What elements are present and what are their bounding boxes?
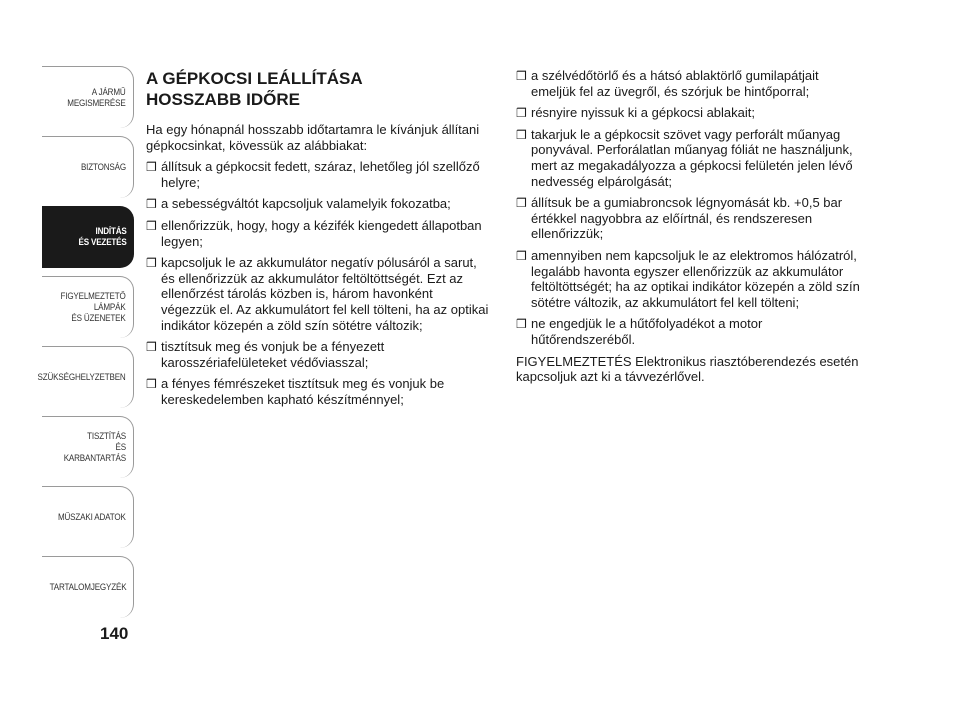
- section-title: A GÉPKOCSI LEÁLLÍTÁSA HOSSZABB IDŐRE: [146, 69, 363, 109]
- checkbox-icon: ❒: [146, 256, 157, 271]
- checkbox-icon: ❒: [516, 127, 527, 142]
- intro-paragraph: Ha egy hónapnál hosszabb időtartamra le kívánjuk állítani gépkocsinkat, kövessük az alábbiakat:: [146, 122, 480, 153]
- tab-vehicle-overview[interactable]: [42, 66, 134, 128]
- checkbox-icon: ❒: [516, 106, 527, 121]
- tab-label: TISZTÍTÁS ÉS KARBANTARTÁS: [63, 431, 126, 464]
- warning-note: FIGYELMEZTETÉS Elektronikus riasztóberendezés esetén kapcsoljuk azt ki a távvezérlővel.: [516, 353, 859, 385]
- list-item: [146, 218, 491, 249]
- checkbox-icon: ❒: [146, 340, 157, 355]
- checkbox-icon: ❒: [146, 160, 157, 175]
- tab-warning-lights[interactable]: [42, 276, 134, 338]
- list-item: [146, 196, 491, 212]
- list-item-text: amennyiben nem kapcsoljuk le az elektromos hálózatról, legalább havonta egyszer ellenőrizzük az akkumulátor feltöltöttségét; ha az optikai indikátor közepén a zöld szín sötétre változik, az akkumulátort fel kell tölteni;: [531, 247, 860, 310]
- list-item-text: állítsuk be a gumiabroncsok légnyomását kb. +0,5 bar értékkel nagyobbra az előírtnál, és rendszeresen ellenőrizzük;: [531, 195, 843, 242]
- tab-safety[interactable]: [42, 136, 134, 198]
- checkbox-icon: ❒: [146, 377, 157, 392]
- list-item-text: ne engedjük le a hűtőfolyadékot a motor hűtőrendszeréből.: [531, 316, 763, 347]
- tab-label: INDÍTÁS ÉS VEZETÉS: [78, 226, 127, 248]
- tab-label: MŰSZAKI ADATOK: [58, 512, 126, 523]
- tab-label: SZÜKSÉGHELYZETBEN: [37, 372, 126, 383]
- checkbox-icon: ❒: [146, 218, 157, 233]
- checkbox-icon: ❒: [516, 196, 527, 211]
- tab-maintenance[interactable]: [42, 416, 134, 478]
- list-item: [516, 316, 861, 347]
- tab-label: A JÁRMŰ MEGISMERÉSE: [67, 86, 126, 109]
- tab-emergency[interactable]: [37, 346, 134, 408]
- tab-label: BIZTONSÁG: [81, 162, 126, 173]
- chapter-sidebar: [37, 66, 134, 626]
- list-item-text: kapcsoljuk le az akkumulátor negatív pólusáról a sarut, és ellenőrizzük az akkumulátor feltöltöttségét. Ezt az ellenőrzést tárolás közben is, három havonként végezzük el. Az akkumulátort fel kell tölteni, ha az optikai indikátor közepén a zöld szín sötétre változik;: [161, 255, 489, 333]
- list-item-text: takarjuk le a gépkocsit szövet vagy perforált műanyag ponyvával. Perforálatlan műanyag fóliát ne használjunk, mert az megakadályozza a gépkocsi felületén jelen lévő nedvesség elpárolgását;: [531, 126, 853, 189]
- list-item: [516, 105, 861, 121]
- checkbox-icon: ❒: [146, 197, 157, 212]
- list-item-text: tisztítsuk meg és vonjuk be a fényezett karosszériafelületeket védőviasszal;: [161, 339, 385, 370]
- tab-technical-data[interactable]: [42, 486, 134, 548]
- list-item-text: a fényes fémrészeket tisztítsuk meg és vonjuk be kereskedelemben kapható készítménnyel;: [161, 376, 445, 407]
- list-item-text: a szélvédőtörlő és a hátsó ablaktörlő gumilapátjait emeljük fel az üvegről, és szórjuk be hintőporral;: [531, 68, 819, 99]
- list-item-text: állítsuk a gépkocsit fedett, száraz, lehetőleg jól szellőző helyre;: [161, 159, 480, 190]
- checkbox-icon: ❒: [516, 248, 527, 263]
- list-item-text: résnyire nyissuk ki a gépkocsi ablakait;: [531, 105, 755, 121]
- checkbox-icon: ❒: [516, 317, 527, 332]
- list-item-text: a sebességváltót kapcsoljuk valamelyik fokozatba;: [161, 196, 451, 212]
- list-item: [146, 376, 491, 407]
- list-item: [516, 68, 861, 99]
- right-column: [516, 68, 861, 391]
- list-item: [516, 127, 861, 189]
- list-item: [146, 159, 491, 190]
- list-item: [516, 195, 861, 242]
- list-item: [146, 255, 491, 333]
- left-column: [146, 68, 491, 414]
- tab-starting-driving[interactable]: [42, 206, 134, 268]
- tab-label: FIGYELMEZTETŐ LÁMPÁK ÉS ÜZENETEK: [60, 291, 126, 324]
- list-item: [146, 339, 491, 370]
- tab-index[interactable]: [42, 556, 134, 618]
- page-number: 140: [100, 624, 129, 643]
- list-item: [516, 248, 861, 310]
- tab-label: TARTALOMJEGYZÉK: [49, 582, 126, 593]
- checkbox-icon: ❒: [516, 69, 527, 83]
- list-item-text: ellenőrizzük, hogy, hogy a kézifék kiengedett állapotban legyen;: [161, 217, 482, 249]
